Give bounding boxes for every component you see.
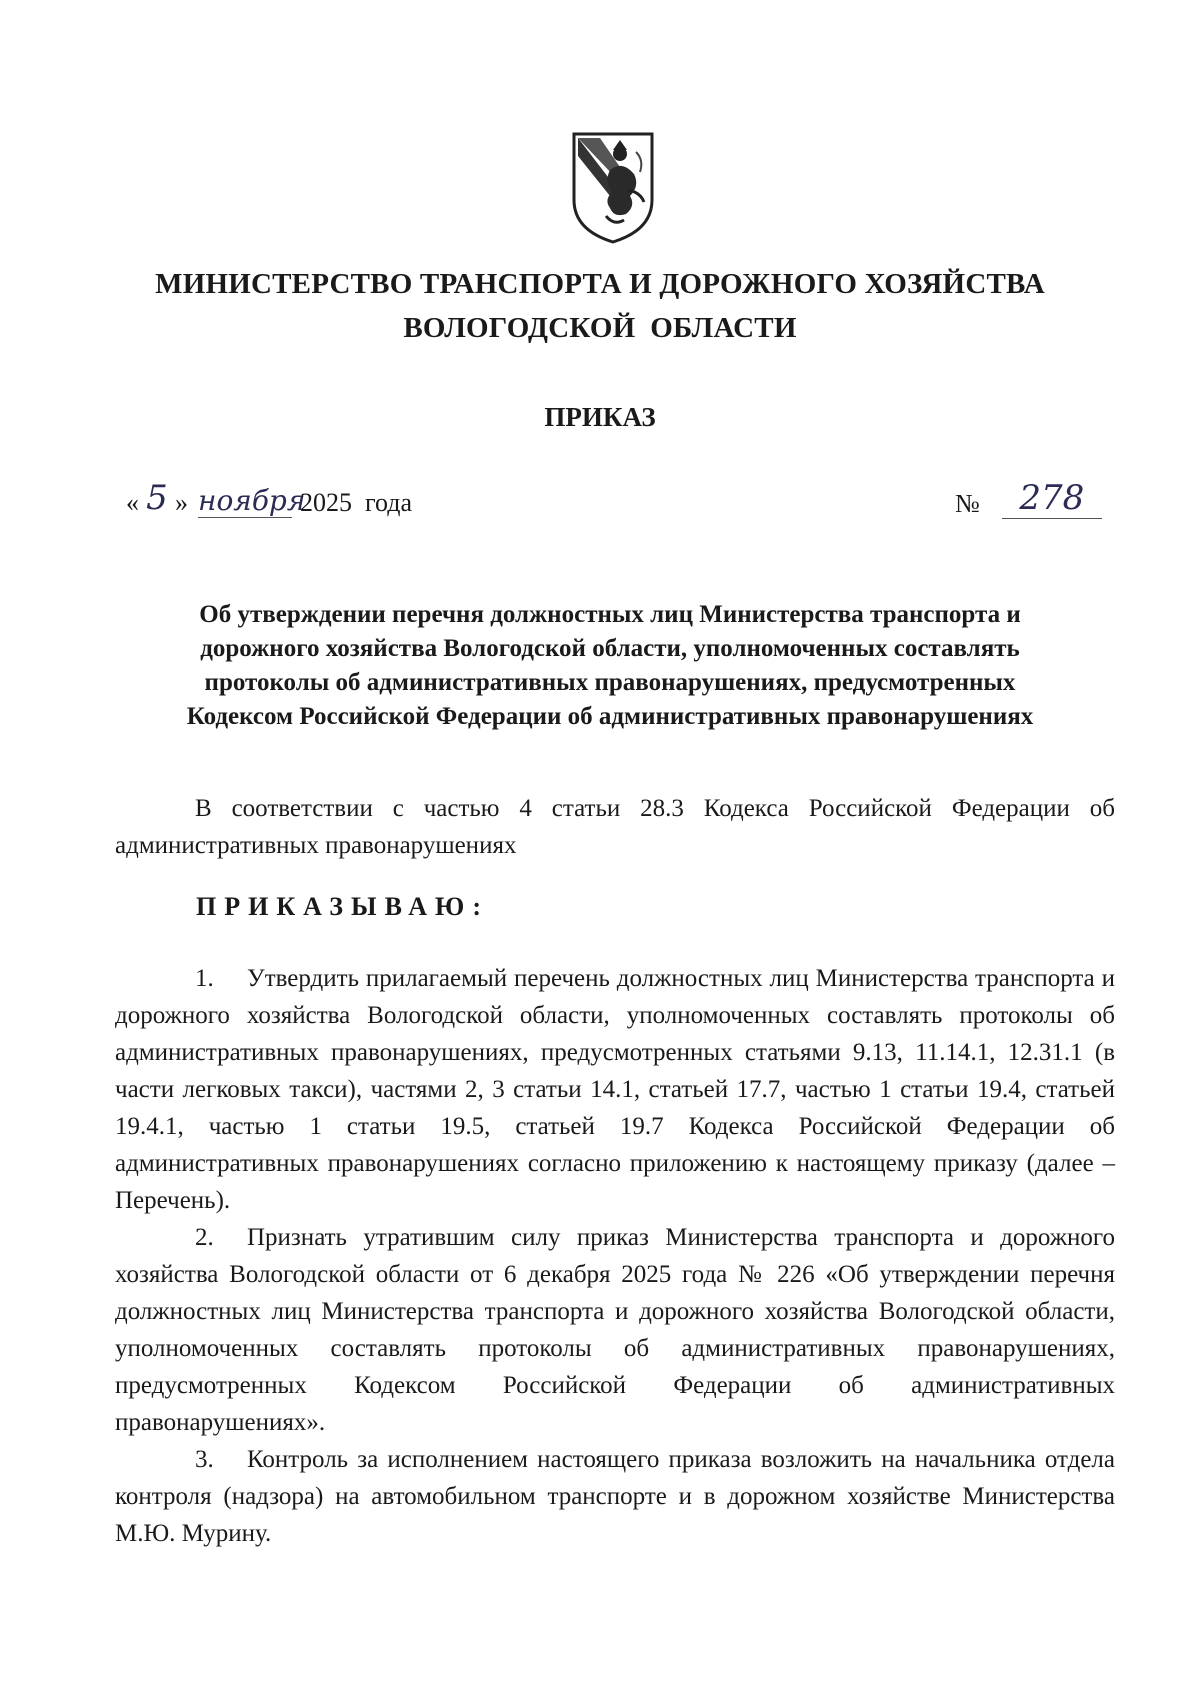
date-month-handwritten: ноября bbox=[198, 484, 306, 517]
decree-heading: ПРИКАЗЫВАЮ: bbox=[196, 892, 489, 921]
order-date bbox=[126, 478, 412, 518]
item-number: 1. bbox=[195, 965, 214, 992]
ministry-name-line1: МИНИСТЕРСТВО ТРАНСПОРТА И ДОРОЖНОГО ХОЗЯЙСТВА bbox=[155, 268, 1045, 300]
item-number: 3. bbox=[195, 1446, 214, 1473]
preamble-paragraph: В соответствии с частью 4 статьи 28.3 Кодекса Российской Федерации об административных правонарушениях bbox=[115, 795, 1115, 859]
date-close-quote: » bbox=[175, 488, 188, 517]
coat-of-arms-icon bbox=[570, 130, 656, 246]
subject-line: дорожного хозяйства Вологодской области, уполномоченных составлять bbox=[200, 635, 1020, 662]
date-day-handwritten: 5 bbox=[146, 478, 168, 518]
subject-line: Кодексом Российской Федерации об административных правонарушениях bbox=[186, 703, 1034, 730]
order-item bbox=[115, 1441, 1115, 1552]
item-number: 2. bbox=[195, 1224, 214, 1251]
ministry-header bbox=[0, 262, 1200, 350]
ministry-name-line2: ВОЛОГОДСКОЙ ОБЛАСТИ bbox=[403, 312, 797, 344]
item-text: Утвердить прилагаемый перечень должностных лиц Министерства транспорта и дорожного хозяйства Вологодской области, уполномоченных составлять протоколы об административных правонарушениях, предусмотренных статьями 9.13, 11.14.1, 12.31.1 (в части легковых такси), частями 2, 3 статьи 14.1, статьей 17.7, частью 1 статьи 19.4, статьей 19.4.1, частью 1 статьи 19.5, статьей 19.7 Кодекса Российской Федерации об административных правонарушениях согласно приложению к настоящему приказу (далее – Перечень). bbox=[115, 965, 1115, 1214]
order-item bbox=[115, 1219, 1115, 1441]
order-items bbox=[115, 960, 1115, 1552]
date-year: 2025 года bbox=[300, 488, 413, 517]
subject-line: Об утверждении перечня должностных лиц Министерства транспорта и bbox=[199, 601, 1021, 628]
document-type-title: ПРИКАЗ bbox=[544, 402, 656, 432]
number-sign: № bbox=[955, 489, 980, 518]
order-number bbox=[955, 478, 1102, 519]
date-open-quote: « bbox=[126, 488, 139, 517]
order-item bbox=[115, 960, 1115, 1219]
item-text: Контроль за исполнением настоящего приказа возложить на начальника отдела контроля (надзора) на автомобильном транспорте и в дорожном хозяйстве Министерства М.Ю. Мурину. bbox=[115, 1446, 1115, 1547]
item-text: Признать утратившим силу приказ Министерства транспорта и дорожного хозяйства Вологодской области от 6 декабря 2025 года № 226 «Об утверждении перечня должностных лиц Министерства транспорта и дорожного хозяйства Вологодской области, уполномоченных составлять протоколы об административных правонарушениях, предусмотренных Кодексом Российской Федерации об административных правонарушениях». bbox=[115, 1224, 1115, 1436]
subject-line: протоколы об административных правонарушениях, предусмотренных bbox=[204, 669, 1016, 696]
number-value-handwritten: 278 bbox=[1002, 478, 1102, 519]
order-subject bbox=[130, 598, 1090, 734]
